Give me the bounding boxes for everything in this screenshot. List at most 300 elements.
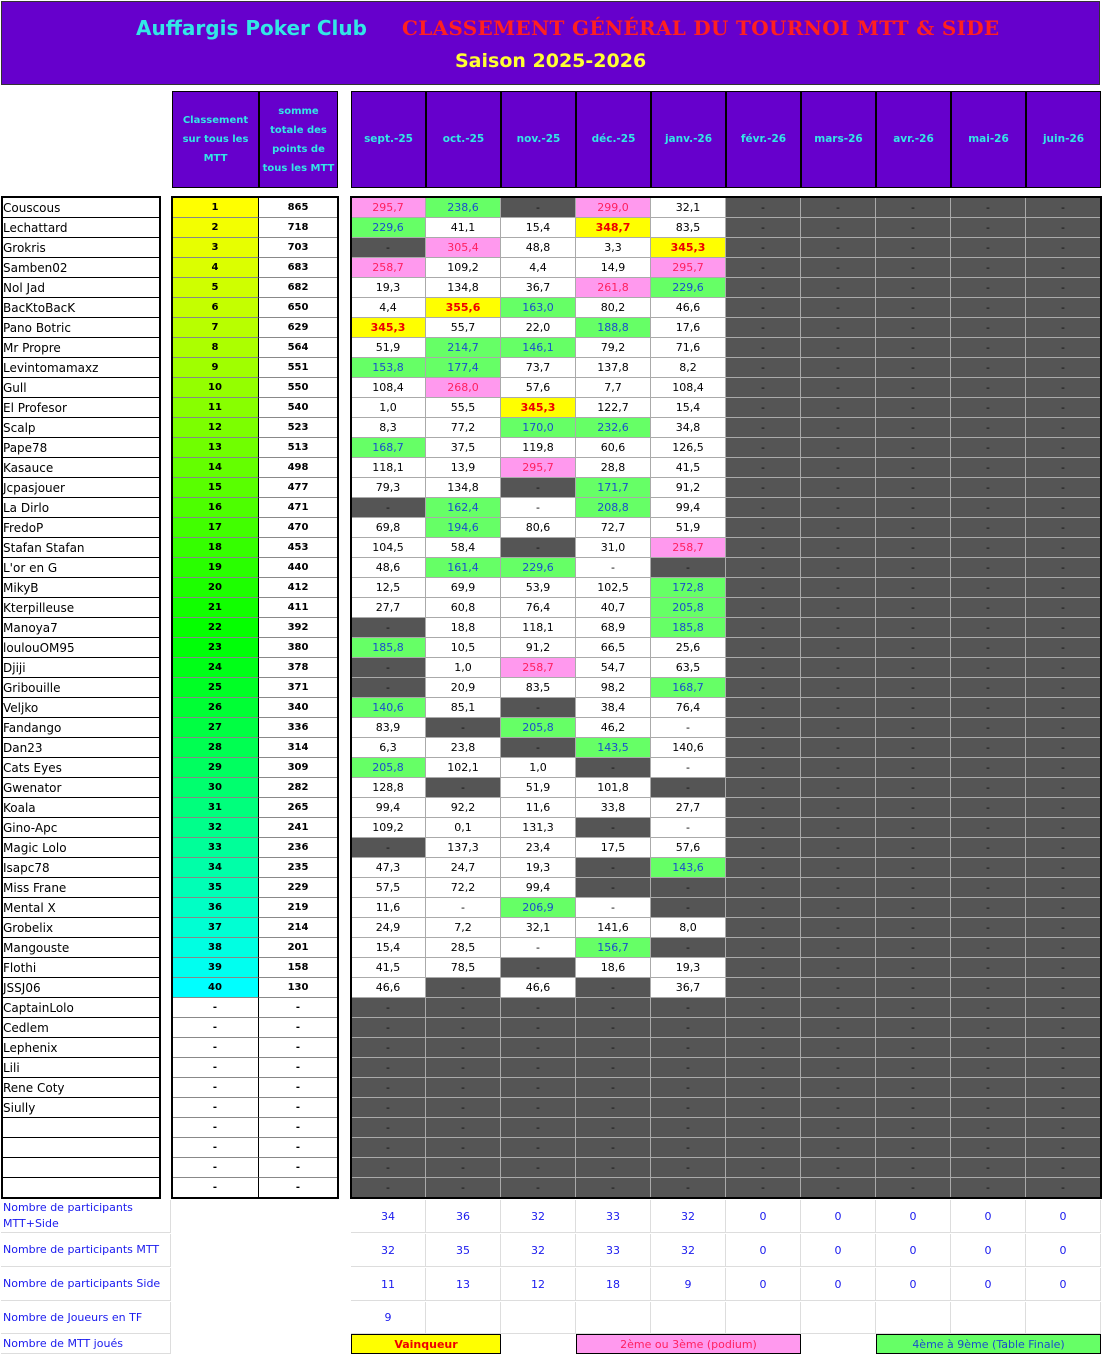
rank-cell: 40 — [172, 978, 259, 998]
player-name: Mr Propre — [1, 338, 160, 358]
month-score-cell: - — [1026, 918, 1101, 938]
month-score-cell: - — [426, 718, 501, 738]
month-score-cell: 1,0 — [501, 758, 576, 778]
rank-cell: 20 — [172, 578, 259, 598]
month-score-cell: - — [951, 1118, 1026, 1138]
month-score-cell: - — [801, 438, 876, 458]
month-score-cell: - — [726, 798, 801, 818]
month-score-cell: - — [651, 758, 726, 778]
month-score-cell: 79,2 — [576, 338, 651, 358]
player-name: Jcpasjouer — [1, 478, 160, 498]
month-score-cell: - — [951, 798, 1026, 818]
month-score-cell: - — [726, 418, 801, 438]
month-score-cell: - — [876, 1078, 951, 1098]
month-score-cell: - — [576, 1078, 651, 1098]
month-score-cell: 76,4 — [501, 598, 576, 618]
month-score-cell: - — [1026, 1098, 1101, 1118]
month-score-cell: - — [1026, 838, 1101, 858]
month-score-cell: - — [726, 598, 801, 618]
month-score-cell: - — [801, 218, 876, 238]
month-score-cell: - — [651, 558, 726, 578]
month-score-cell: - — [876, 458, 951, 478]
month-score-cell: 10,5 — [426, 638, 501, 658]
points-cell: 219 — [259, 898, 338, 918]
month-score-cell: - — [651, 1138, 726, 1158]
rank-cell: 1 — [172, 198, 259, 218]
month-score-cell: - — [426, 1138, 501, 1158]
month-score-cell: - — [876, 658, 951, 678]
rank-cell: 26 — [172, 698, 259, 718]
player-name: Gull — [1, 378, 160, 398]
month-score-cell: - — [351, 238, 426, 258]
month-score-cell: 58,4 — [426, 538, 501, 558]
month-score-cell: - — [876, 1018, 951, 1038]
month-score-cell: 19,3 — [501, 858, 576, 878]
stat-value: 9 — [651, 1268, 726, 1301]
month-score-cell: 15,4 — [651, 398, 726, 418]
month-score-cell: 185,8 — [351, 638, 426, 658]
month-score-cell: 48,8 — [501, 238, 576, 258]
month-score-cell: - — [876, 558, 951, 578]
month-score-cell: - — [801, 578, 876, 598]
month-score-cell: - — [501, 478, 576, 498]
month-score-cell: - — [351, 1158, 426, 1178]
stat-value: 0 — [1026, 1268, 1101, 1301]
month-score-cell: - — [576, 1018, 651, 1038]
month-score-cell: - — [801, 738, 876, 758]
player-name — [1, 1118, 160, 1138]
month-score-cell: 22,0 — [501, 318, 576, 338]
month-score-cell: 12,5 — [351, 578, 426, 598]
month-score-cell: 57,6 — [651, 838, 726, 858]
month-score-cell: - — [726, 518, 801, 538]
player-name: Pano Botric — [1, 318, 160, 338]
month-score-cell: - — [426, 1118, 501, 1138]
month-score-cell: - — [801, 878, 876, 898]
month-score-cell: 122,7 — [576, 398, 651, 418]
month-score-cell: 25,6 — [651, 638, 726, 658]
month-score-cell: 295,7 — [651, 258, 726, 278]
points-cell: 265 — [259, 798, 338, 818]
month-score-cell: - — [951, 678, 1026, 698]
month-score-cell: - — [876, 1098, 951, 1118]
month-score-cell: 168,7 — [351, 438, 426, 458]
rank-cell: 21 — [172, 598, 259, 618]
month-score-cell: - — [1026, 558, 1101, 578]
month-score-cell: - — [651, 1078, 726, 1098]
month-score-cell: - — [351, 838, 426, 858]
month-score-cell: 168,7 — [651, 678, 726, 698]
month-score-cell: - — [576, 1038, 651, 1058]
month-score-cell: - — [726, 1138, 801, 1158]
month-score-cell: - — [726, 438, 801, 458]
month-score-cell: - — [876, 938, 951, 958]
month-score-cell: - — [801, 558, 876, 578]
season-label: Saison 2025-2026 — [455, 50, 647, 72]
player-name: Kterpilleuse — [1, 598, 160, 618]
month-score-cell: - — [501, 1058, 576, 1078]
month-score-cell: - — [651, 1158, 726, 1178]
month-score-cell: 51,9 — [651, 518, 726, 538]
month-score-cell: 146,1 — [501, 338, 576, 358]
player-name: La Dirlo — [1, 498, 160, 518]
month-score-cell: 101,8 — [576, 778, 651, 798]
stat-label: Nombre de MTT joués — [1, 1334, 171, 1354]
points-cell: - — [259, 1138, 338, 1158]
month-score-cell: - — [726, 318, 801, 338]
player-name: Lili — [1, 1058, 160, 1078]
rank-cell: 6 — [172, 298, 259, 318]
month-score-cell: - — [801, 1118, 876, 1138]
month-score-cell: - — [951, 1138, 1026, 1158]
month-score-cell: 305,4 — [426, 238, 501, 258]
month-score-cell: - — [951, 618, 1026, 638]
month-score-cell: 205,8 — [651, 598, 726, 618]
rank-cell: 13 — [172, 438, 259, 458]
month-score-cell: 37,5 — [426, 438, 501, 458]
month-score-cell: - — [351, 618, 426, 638]
month-score-cell: - — [951, 378, 1026, 398]
player-name: Pape78 — [1, 438, 160, 458]
month-score-cell: - — [876, 418, 951, 438]
stat-value: 0 — [801, 1200, 876, 1233]
month-score-cell: 162,4 — [426, 498, 501, 518]
month-score-cell: - — [951, 998, 1026, 1018]
month-score-cell: - — [951, 658, 1026, 678]
month-score-cell: - — [1026, 998, 1101, 1018]
month-score-cell: - — [726, 378, 801, 398]
rank-cell: - — [172, 1038, 259, 1058]
month-score-cell: 137,3 — [426, 838, 501, 858]
rank-cell: 37 — [172, 918, 259, 938]
stat-value: 0 — [951, 1234, 1026, 1267]
month-score-cell: - — [651, 1038, 726, 1058]
month-score-cell: 23,4 — [501, 838, 576, 858]
month-score-cell: 295,7 — [501, 458, 576, 478]
month-score-cell: - — [951, 858, 1026, 878]
player-name: Nol Jad — [1, 278, 160, 298]
month-score-cell: - — [801, 1038, 876, 1058]
points-cell: 718 — [259, 218, 338, 238]
month-score-cell: - — [726, 958, 801, 978]
month-score-cell: - — [876, 338, 951, 358]
player-name: Gwenator — [1, 778, 160, 798]
rank-cell: 19 — [172, 558, 259, 578]
month-score-cell: - — [801, 358, 876, 378]
month-score-cell: - — [1026, 758, 1101, 778]
points-cell: 235 — [259, 858, 338, 878]
month-score-cell: - — [576, 978, 651, 998]
points-cell: 309 — [259, 758, 338, 778]
month-score-cell: - — [726, 538, 801, 558]
month-score-cell: - — [876, 878, 951, 898]
player-name: Grokris — [1, 238, 160, 258]
month-score-cell: - — [576, 818, 651, 838]
stat-value: 18 — [576, 1268, 651, 1301]
points-cell: - — [259, 1018, 338, 1038]
month-score-cell: - — [951, 578, 1026, 598]
player-name: Gribouille — [1, 678, 160, 698]
month-score-cell: - — [1026, 778, 1101, 798]
month-score-cell: 0,1 — [426, 818, 501, 838]
month-score-cell: 63,5 — [651, 658, 726, 678]
player-name: BacKtoBacK — [1, 298, 160, 318]
month-score-cell: 91,2 — [501, 638, 576, 658]
month-header: déc.-25 — [576, 91, 651, 188]
month-score-cell: 232,6 — [576, 418, 651, 438]
month-score-cell: 46,6 — [651, 298, 726, 318]
points-cell: 471 — [259, 498, 338, 518]
month-header: avr.-26 — [876, 91, 951, 188]
month-score-cell: - — [876, 218, 951, 238]
month-score-cell: - — [576, 1098, 651, 1118]
rank-cell: - — [172, 1018, 259, 1038]
month-score-cell: 27,7 — [651, 798, 726, 818]
rank-cell: - — [172, 1138, 259, 1158]
month-score-cell: - — [801, 1018, 876, 1038]
month-score-cell: - — [801, 518, 876, 538]
month-score-cell: - — [726, 738, 801, 758]
points-cell: 201 — [259, 938, 338, 958]
month-score-cell: - — [726, 718, 801, 738]
month-score-cell: - — [876, 1038, 951, 1058]
month-score-cell: - — [501, 1158, 576, 1178]
month-score-cell: 6,3 — [351, 738, 426, 758]
month-score-cell: - — [726, 778, 801, 798]
player-name: Couscous — [1, 198, 160, 218]
month-score-cell: - — [876, 378, 951, 398]
stat-value: 0 — [876, 1268, 951, 1301]
month-score-cell: - — [1026, 978, 1101, 998]
month-score-cell: - — [501, 1038, 576, 1058]
points-cell: 236 — [259, 838, 338, 858]
month-score-cell: - — [801, 1178, 876, 1198]
month-score-cell: - — [951, 218, 1026, 238]
stat-value: 0 — [1026, 1200, 1101, 1233]
month-score-cell: - — [1026, 338, 1101, 358]
month-score-cell: 108,4 — [651, 378, 726, 398]
month-score-cell: - — [876, 638, 951, 658]
month-score-cell: - — [576, 758, 651, 778]
month-score-cell: 46,2 — [576, 718, 651, 738]
rank-cell: - — [172, 1058, 259, 1078]
month-score-cell: - — [726, 1078, 801, 1098]
stat-value: 34 — [351, 1200, 426, 1233]
month-score-cell: 229,6 — [501, 558, 576, 578]
month-score-cell: 99,4 — [351, 798, 426, 818]
month-score-cell: 214,7 — [426, 338, 501, 358]
rank-cell: - — [172, 1118, 259, 1138]
month-score-cell: 348,7 — [576, 218, 651, 238]
rank-cell: 34 — [172, 858, 259, 878]
month-score-cell: - — [876, 1118, 951, 1138]
month-score-cell: - — [801, 278, 876, 298]
month-score-cell: - — [801, 1098, 876, 1118]
month-score-cell: - — [351, 1018, 426, 1038]
month-score-cell: 85,1 — [426, 698, 501, 718]
month-score-cell: - — [951, 598, 1026, 618]
month-score-cell: 32,1 — [501, 918, 576, 938]
month-score-cell: - — [951, 918, 1026, 938]
month-score-cell: - — [801, 1058, 876, 1078]
rank-cell: - — [172, 1158, 259, 1178]
points-cell: 411 — [259, 598, 338, 618]
points-cell: - — [259, 1158, 338, 1178]
month-score-cell: - — [1026, 818, 1101, 838]
month-score-cell: 17,5 — [576, 838, 651, 858]
stat-value: 9 — [351, 1302, 426, 1334]
month-score-cell: - — [1026, 538, 1101, 558]
month-score-cell: - — [951, 478, 1026, 498]
month-score-cell: - — [951, 938, 1026, 958]
month-score-cell: - — [801, 1138, 876, 1158]
month-score-cell: - — [801, 918, 876, 938]
month-header: févr.-26 — [726, 91, 801, 188]
month-score-cell: 172,8 — [651, 578, 726, 598]
rank-cell: 15 — [172, 478, 259, 498]
points-cell: - — [259, 1038, 338, 1058]
stat-value — [876, 1302, 951, 1334]
month-score-cell: 4,4 — [501, 258, 576, 278]
month-score-cell: - — [876, 858, 951, 878]
rank-cell: - — [172, 1098, 259, 1118]
month-score-cell: - — [876, 838, 951, 858]
month-score-cell: 128,8 — [351, 778, 426, 798]
month-score-cell: 258,7 — [501, 658, 576, 678]
month-score-cell: - — [801, 978, 876, 998]
player-name: JSSJ06 — [1, 978, 160, 998]
month-score-cell: 32,1 — [651, 198, 726, 218]
month-score-cell: 20,9 — [426, 678, 501, 698]
month-score-cell: 163,0 — [501, 298, 576, 318]
month-score-cell: 76,4 — [651, 698, 726, 718]
month-score-cell: 295,7 — [351, 198, 426, 218]
month-score-cell: - — [876, 798, 951, 818]
month-score-cell: - — [726, 658, 801, 678]
month-score-cell: - — [726, 278, 801, 298]
month-score-cell: 73,7 — [501, 358, 576, 378]
stat-value: 0 — [801, 1234, 876, 1267]
month-score-cell: 34,8 — [651, 418, 726, 438]
month-score-cell: 57,5 — [351, 878, 426, 898]
month-score-cell: 141,6 — [576, 918, 651, 938]
player-name: L'or en G — [1, 558, 160, 578]
stat-value: 0 — [1026, 1234, 1101, 1267]
month-score-cell: - — [876, 678, 951, 698]
month-score-cell: 83,9 — [351, 718, 426, 738]
points-cell: 453 — [259, 538, 338, 558]
stat-value — [426, 1302, 501, 1334]
month-score-cell: 99,4 — [651, 498, 726, 518]
month-score-cell: - — [801, 778, 876, 798]
month-score-cell: 66,5 — [576, 638, 651, 658]
month-score-cell: - — [801, 258, 876, 278]
month-score-cell: - — [951, 498, 1026, 518]
month-score-cell: - — [876, 318, 951, 338]
month-score-cell: - — [951, 878, 1026, 898]
month-score-cell: - — [726, 818, 801, 838]
month-score-cell: - — [801, 758, 876, 778]
month-score-cell: 17,6 — [651, 318, 726, 338]
month-score-cell: 28,8 — [576, 458, 651, 478]
rank-cell: 14 — [172, 458, 259, 478]
month-score-cell: 51,9 — [351, 338, 426, 358]
month-score-cell: - — [351, 658, 426, 678]
month-score-cell: - — [1026, 298, 1101, 318]
rank-cell: - — [172, 1178, 259, 1198]
month-score-cell: - — [576, 858, 651, 878]
rank-cell: 12 — [172, 418, 259, 438]
month-score-cell: 41,5 — [351, 958, 426, 978]
month-score-cell: - — [801, 198, 876, 218]
points-cell: 340 — [259, 698, 338, 718]
month-score-cell: 15,4 — [501, 218, 576, 238]
legend-winner: Vainqueur — [351, 1334, 501, 1354]
month-score-cell: - — [1026, 1138, 1101, 1158]
month-score-cell: - — [1026, 498, 1101, 518]
month-score-cell: 3,3 — [576, 238, 651, 258]
month-score-cell: 206,9 — [501, 898, 576, 918]
month-score-cell: - — [801, 638, 876, 658]
stat-value: 32 — [501, 1200, 576, 1233]
month-score-cell: - — [876, 818, 951, 838]
points-cell: 229 — [259, 878, 338, 898]
month-score-cell: 171,7 — [576, 478, 651, 498]
month-score-cell: - — [726, 1018, 801, 1038]
month-score-cell: - — [1026, 418, 1101, 438]
player-name: El Profesor — [1, 398, 160, 418]
month-score-cell: - — [801, 1158, 876, 1178]
month-score-cell: - — [801, 698, 876, 718]
month-score-cell: 229,6 — [651, 278, 726, 298]
month-score-cell: - — [1026, 518, 1101, 538]
month-score-cell: - — [1026, 958, 1101, 978]
month-score-cell: - — [1026, 1158, 1101, 1178]
month-score-cell: - — [726, 1158, 801, 1178]
month-score-cell: 119,8 — [501, 438, 576, 458]
month-score-cell: - — [1026, 698, 1101, 718]
month-score-cell: - — [1026, 1058, 1101, 1078]
month-score-cell: - — [726, 1178, 801, 1198]
points-cell: 214 — [259, 918, 338, 938]
points-cell: 282 — [259, 778, 338, 798]
player-name: MikyB — [1, 578, 160, 598]
rank-cell: 9 — [172, 358, 259, 378]
month-score-cell: - — [576, 1058, 651, 1078]
month-score-cell: - — [1026, 938, 1101, 958]
month-score-cell: 7,2 — [426, 918, 501, 938]
points-cell: 865 — [259, 198, 338, 218]
month-score-cell: - — [1026, 458, 1101, 478]
month-score-cell: - — [951, 698, 1026, 718]
rank-cell: 27 — [172, 718, 259, 738]
month-score-cell: - — [876, 958, 951, 978]
month-score-cell: - — [876, 718, 951, 738]
points-cell: 314 — [259, 738, 338, 758]
points-cell: 380 — [259, 638, 338, 658]
month-score-cell: 7,7 — [576, 378, 651, 398]
month-score-cell: 177,4 — [426, 358, 501, 378]
month-score-cell: - — [951, 398, 1026, 418]
month-score-cell: - — [951, 518, 1026, 538]
month-score-cell: - — [351, 1098, 426, 1118]
month-score-cell: 205,8 — [501, 718, 576, 738]
rank-cell: 8 — [172, 338, 259, 358]
month-score-cell: - — [501, 1078, 576, 1098]
month-score-cell: - — [951, 1158, 1026, 1178]
stat-value: 33 — [576, 1234, 651, 1267]
month-score-cell: - — [1026, 398, 1101, 418]
